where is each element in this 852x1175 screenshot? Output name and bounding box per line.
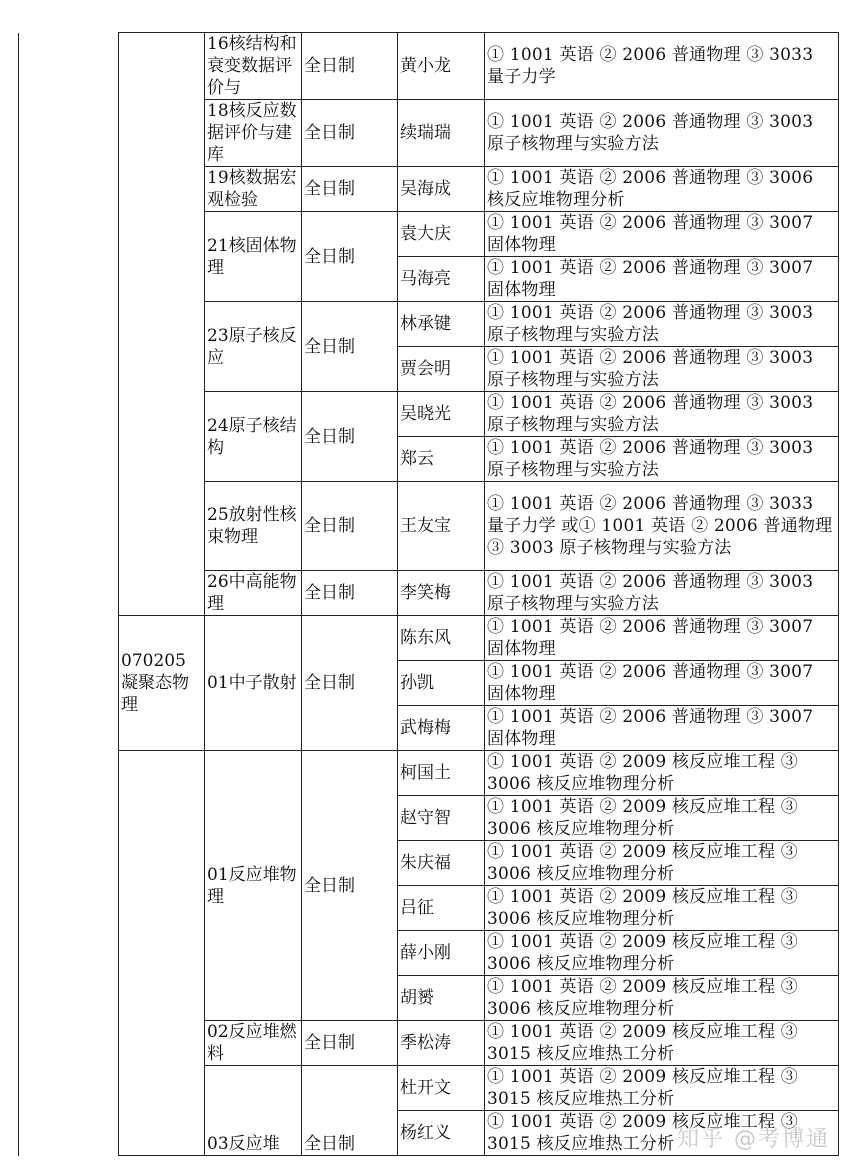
exam-subjects-cell: ① 1001 英语 ② 2006 普通物理 ③ 3003 原子核物理与实验方法 <box>485 347 839 392</box>
exam-subjects-cell: ① 1001 英语 ② 2006 普通物理 ③ 3003 原子核物理与实验方法 <box>485 392 839 437</box>
supervisor-name-cell: 王友宝 <box>398 482 485 571</box>
supervisor-name-cell: 郑云 <box>398 437 485 482</box>
research-direction-cell: 16核结构和衰变数据评价与 <box>205 33 302 100</box>
discipline-cell: 070205凝聚态物理 <box>119 616 205 751</box>
study-mode-cell: 全日制 <box>302 302 398 392</box>
exam-subjects-cell: ① 1001 英语 ② 2006 普通物理 ③ 3006 核反应堆物理分析 <box>485 167 839 212</box>
study-mode-cell: 全日制 <box>302 1021 398 1066</box>
exam-subjects-cell: ① 1001 英语 ② 2006 普通物理 ③ 3007 固体物理 <box>485 257 839 302</box>
research-direction-cell: 21核固体物理 <box>205 212 302 302</box>
supervisor-name-cell: 朱庆福 <box>398 841 485 886</box>
exam-subjects-cell: ① 1001 英语 ② 2009 核反应堆工程 ③ 3015 核反应堆热工分析 <box>485 1021 839 1066</box>
supervisor-name-cell: 吴海成 <box>398 167 485 212</box>
research-direction-cell: 25放射性核束物理 <box>205 482 302 571</box>
supervisor-name-cell: 陈东风 <box>398 616 485 661</box>
supervisor-name-cell: 吕征 <box>398 886 485 931</box>
blank-margin-cell <box>19 616 119 751</box>
research-direction-cell: 18核反应数据评价与建库 <box>205 100 302 167</box>
study-mode-cell: 全日制 <box>302 1066 398 1156</box>
supervisor-name-cell: 李笑梅 <box>398 571 485 616</box>
study-mode-cell: 全日制 <box>302 482 398 571</box>
research-direction-cell: 23原子核反应 <box>205 302 302 392</box>
supervisor-name-cell: 马海亮 <box>398 257 485 302</box>
exam-subjects-cell: ① 1001 英语 ② 2006 普通物理 ③ 3007 固体物理 <box>485 616 839 661</box>
study-mode-cell: 全日制 <box>302 167 398 212</box>
research-direction-cell: 01反应堆物理 <box>205 751 302 1021</box>
supervisor-name-cell: 袁大庆 <box>398 212 485 257</box>
exam-subjects-cell: ① 1001 英语 ② 2006 普通物理 ③ 3003 原子核物理与实验方法 <box>485 437 839 482</box>
exam-subjects-cell: ① 1001 英语 ② 2009 核反应堆工程 ③ 3015 核反应堆热工分析 <box>485 1111 839 1156</box>
exam-subjects-cell: ① 1001 英语 ② 2006 普通物理 ③ 3007 固体物理 <box>485 212 839 257</box>
supervisor-name-cell: 贾会明 <box>398 347 485 392</box>
exam-subjects-cell: ① 1001 英语 ② 2006 普通物理 ③ 3007 固体物理 <box>485 706 839 751</box>
research-direction-cell: 26中高能物理 <box>205 571 302 616</box>
study-mode-cell: 全日制 <box>302 33 398 100</box>
exam-subjects-cell: ① 1001 英语 ② 2009 核反应堆工程 ③ 3006 核反应堆物理分析 <box>485 976 839 1021</box>
exam-subjects-cell: ① 1001 英语 ② 2009 核反应堆工程 ③ 3015 核反应堆热工分析 <box>485 1066 839 1111</box>
supervisor-name-cell: 孙凯 <box>398 661 485 706</box>
exam-subjects-cell: ① 1001 英语 ② 2009 核反应堆工程 ③ 3006 核反应堆物理分析 <box>485 886 839 931</box>
supervisor-name-cell: 薛小刚 <box>398 931 485 976</box>
research-direction-cell: 02反应堆燃料 <box>205 1021 302 1066</box>
study-mode-cell: 全日制 <box>302 616 398 751</box>
supervisor-name-cell: 林承键 <box>398 302 485 347</box>
exam-subjects-cell: ① 1001 英语 ② 2006 普通物理 ③ 3033 量子力学 <box>485 33 839 100</box>
blank-margin-cell <box>19 751 119 1156</box>
supervisor-name-cell: 杨红义 <box>398 1111 485 1156</box>
study-mode-cell: 全日制 <box>302 571 398 616</box>
exam-subjects-cell: ① 1001 英语 ② 2009 核反应堆工程 ③ 3006 核反应堆物理分析 <box>485 796 839 841</box>
exam-subjects-cell: ① 1001 英语 ② 2006 普通物理 ③ 3033 量子力学 或① 1001 英语 ② 2006 普通物理 ③ 3003 原子核物理与实验方法 <box>485 482 839 571</box>
exam-subjects-cell: ① 1001 英语 ② 2006 普通物理 ③ 3003 原子核物理与实验方法 <box>485 571 839 616</box>
research-direction-cell: 01中子散射 <box>205 616 302 751</box>
supervisor-name-cell: 黄小龙 <box>398 33 485 100</box>
supervisor-table <box>18 32 839 1156</box>
supervisor-name-cell: 胡赟 <box>398 976 485 1021</box>
discipline-cell <box>119 751 205 1156</box>
study-mode-cell: 全日制 <box>302 100 398 167</box>
table-row <box>19 616 839 661</box>
supervisor-name-cell: 杜开文 <box>398 1066 485 1111</box>
supervisor-name-cell: 赵守智 <box>398 796 485 841</box>
exam-subjects-cell: ① 1001 英语 ② 2006 普通物理 ③ 3007 固体物理 <box>485 661 839 706</box>
table-row <box>19 751 839 796</box>
discipline-cell <box>119 33 205 616</box>
watermark: 知乎 @考博通 <box>677 1127 830 1152</box>
blank-margin-cell <box>19 33 119 616</box>
exam-subjects-cell: ① 1001 英语 ② 2006 普通物理 ③ 3003 原子核物理与实验方法 <box>485 302 839 347</box>
exam-subjects-cell: ① 1001 英语 ② 2009 核反应堆工程 ③ 3006 核反应堆物理分析 <box>485 751 839 796</box>
study-mode-cell: 全日制 <box>302 392 398 482</box>
research-direction-cell: 24原子核结构 <box>205 392 302 482</box>
exam-subjects-cell: ① 1001 英语 ② 2009 核反应堆工程 ③ 3006 核反应堆物理分析 <box>485 931 839 976</box>
research-direction-cell: 03反应堆 <box>205 1066 302 1156</box>
supervisor-name-cell: 武梅梅 <box>398 706 485 751</box>
study-mode-cell: 全日制 <box>302 212 398 302</box>
exam-subjects-cell: ① 1001 英语 ② 2009 核反应堆工程 ③ 3006 核反应堆物理分析 <box>485 841 839 886</box>
research-direction-cell: 19核数据宏观检验 <box>205 167 302 212</box>
exam-subjects-cell: ① 1001 英语 ② 2006 普通物理 ③ 3003 原子核物理与实验方法 <box>485 100 839 167</box>
study-mode-cell: 全日制 <box>302 751 398 1021</box>
supervisor-name-cell: 续瑞瑞 <box>398 100 485 167</box>
supervisor-name-cell: 季松涛 <box>398 1021 485 1066</box>
supervisor-name-cell: 柯国土 <box>398 751 485 796</box>
supervisor-name-cell: 吴晓光 <box>398 392 485 437</box>
table-row <box>19 33 839 100</box>
